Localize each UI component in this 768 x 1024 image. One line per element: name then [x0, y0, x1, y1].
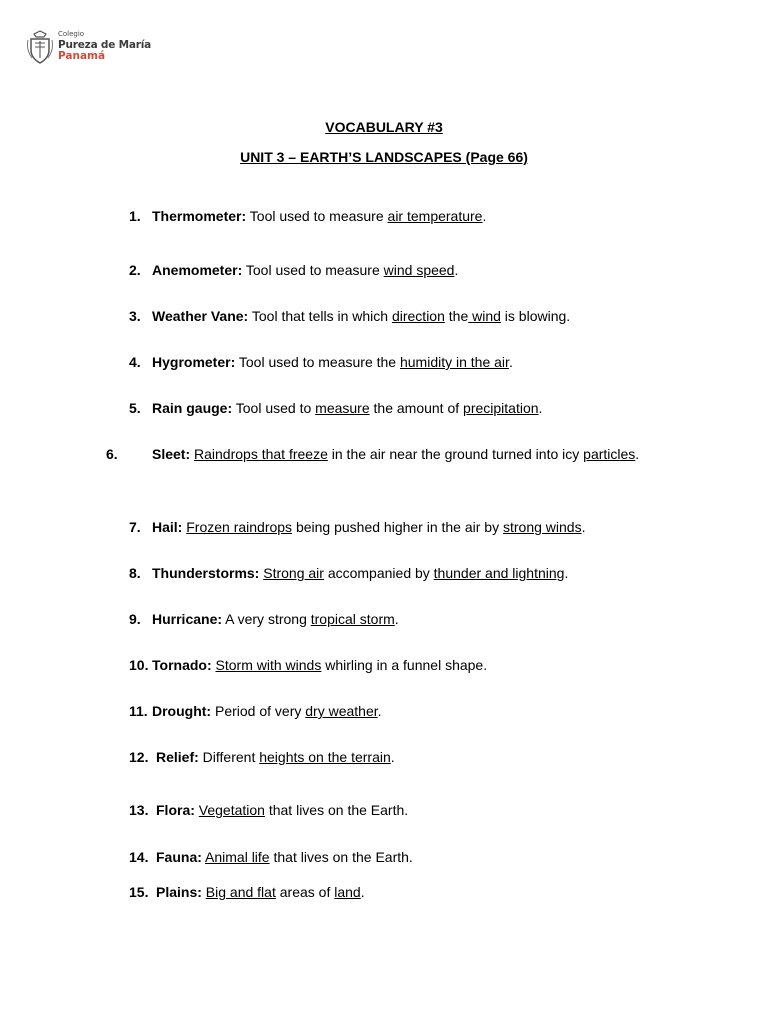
item-text: that lives on the Earth.: [269, 849, 413, 865]
item-underlined-text: Storm with winds: [215, 657, 322, 673]
item-term: Thunderstorms:: [152, 565, 260, 581]
item-term: Drought:: [152, 703, 212, 719]
item-text: whirling in a funnel shape.: [321, 657, 488, 673]
item-text: .: [564, 565, 569, 581]
item-term: Plains:: [156, 884, 202, 900]
item-term: Relief:: [156, 749, 199, 765]
item-number: 12.: [129, 749, 149, 765]
item-term: Sleet:: [152, 446, 191, 462]
vocab-item: [129, 349, 661, 376]
item-text: .: [390, 749, 395, 765]
item-text: Different: [198, 749, 260, 765]
item-underlined-text: precipitation: [463, 400, 539, 416]
vocab-item: [129, 844, 661, 871]
item-text: the: [444, 308, 469, 324]
item-number: 4.: [129, 354, 141, 370]
item-underlined-text: Big and flat: [205, 884, 276, 900]
vocab-item: [129, 879, 661, 906]
document-title: VOCABULARY #3: [325, 119, 443, 135]
vocab-item: [129, 744, 661, 771]
item-number: 15.: [129, 884, 149, 900]
vocab-item: [129, 257, 661, 284]
item-term: Hail:: [152, 519, 183, 535]
item-underlined-text: humidity in the air: [399, 354, 509, 370]
item-term: Rain gauge:: [152, 400, 233, 416]
item-text: that lives on the Earth.: [264, 802, 409, 818]
item-text: .: [454, 262, 459, 278]
item-text: Tool used to measure the: [235, 354, 400, 370]
item-number: 10.: [129, 657, 149, 673]
vocab-item: [129, 560, 661, 587]
item-term: Weather Vane:: [152, 308, 249, 324]
item-underlined-text: Raindrops that freeze: [194, 446, 328, 462]
item-number: 6.: [106, 446, 118, 462]
item-underlined-text: particles: [583, 446, 636, 462]
vocab-item: [106, 441, 684, 468]
vocab-item: [129, 606, 661, 633]
item-term: Anemometer:: [152, 262, 243, 278]
item-text: in the air near the ground turned into icy: [327, 446, 584, 462]
item-text: Tool used to: [232, 400, 316, 416]
item-underlined-text: tropical storm: [310, 611, 395, 627]
item-number: 8.: [129, 565, 141, 581]
vocab-item: [129, 797, 661, 824]
item-term: Flora:: [156, 802, 195, 818]
item-underlined-text: Animal life: [205, 849, 270, 865]
item-text: being pushed higher in the air by: [292, 519, 503, 535]
item-term: Tornado:: [152, 657, 212, 673]
item-underlined-text: heights on the terrain: [259, 749, 391, 765]
item-text: Tool used to measure: [242, 262, 384, 278]
item-text: A very strong: [222, 611, 311, 627]
item-text: .: [581, 519, 586, 535]
item-text: .: [482, 208, 487, 224]
item-text: the amount of: [369, 400, 464, 416]
item-number: 5.: [129, 400, 141, 416]
item-text: Tool that tells in which: [248, 308, 392, 324]
item-number: 11.: [129, 703, 148, 719]
item-underlined-text: strong winds: [503, 519, 582, 535]
crest-icon: [26, 28, 54, 65]
item-number: 14.: [129, 849, 149, 865]
item-text: areas of: [275, 884, 335, 900]
item-underlined-text: Strong air: [263, 565, 324, 581]
item-text: .: [538, 400, 543, 416]
item-underlined-text: direction: [391, 308, 445, 324]
item-underlined-text: Frozen raindrops: [186, 519, 293, 535]
logo-school-name: Pureza de María: [58, 38, 152, 51]
item-number: 2.: [129, 262, 141, 278]
item-text: .: [508, 354, 513, 370]
item-text: .: [394, 611, 399, 627]
item-text: .: [377, 703, 382, 719]
item-underlined-text: wind: [468, 308, 501, 324]
item-term: Hygrometer:: [152, 354, 236, 370]
item-text: accompanied by: [323, 565, 434, 581]
item-text: .: [635, 446, 640, 462]
item-text: Tool used to measure: [246, 208, 388, 224]
item-underlined-text: Vegetation: [198, 802, 265, 818]
item-underlined-text: wind speed: [383, 262, 455, 278]
item-underlined-text: land: [334, 884, 361, 900]
vocab-item: [129, 203, 661, 230]
item-number: 3.: [129, 308, 141, 324]
item-text: Period of very: [211, 703, 306, 719]
item-text: is blowing.: [500, 308, 571, 324]
logo-place-name: Panamá: [58, 50, 106, 62]
item-number: 7.: [129, 519, 141, 535]
item-term: Thermometer:: [152, 208, 247, 224]
item-number: 9.: [129, 611, 141, 627]
vocab-item: [129, 303, 661, 330]
item-term: Hurricane:: [152, 611, 223, 627]
item-underlined-text: dry weather: [305, 703, 378, 719]
item-term: Fauna:: [156, 849, 202, 865]
vocab-item: [129, 652, 661, 679]
item-text: .: [360, 884, 365, 900]
vocab-item: [129, 698, 661, 725]
document-subtitle: UNIT 3 – EARTH’S LANDSCAPES (Page 66): [240, 149, 528, 165]
item-underlined-text: measure: [315, 400, 370, 416]
item-number: 13.: [129, 802, 149, 818]
vocab-item: [129, 514, 661, 541]
item-underlined-text: air temperature: [387, 208, 483, 224]
item-number: 1.: [129, 208, 141, 224]
school-logo: [26, 27, 151, 65]
vocab-item: [129, 395, 661, 422]
item-underlined-text: thunder and lightning: [433, 565, 565, 581]
logo-small-text: Colegio: [58, 29, 85, 38]
